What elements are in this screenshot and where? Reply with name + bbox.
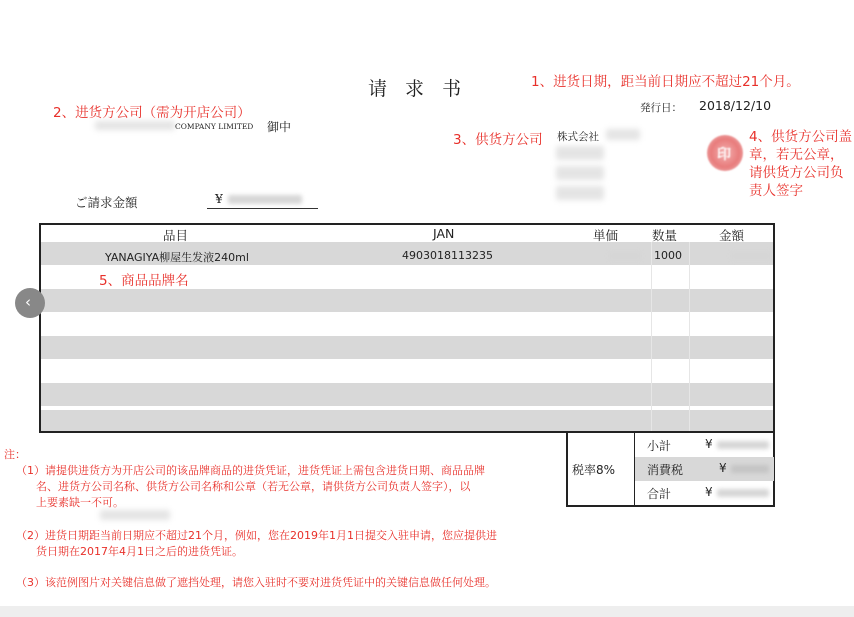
annotation-note-1: 1、进货日期，距当前日期应不超过21个月。: [531, 74, 800, 90]
header-unit-price: 単価: [593, 228, 619, 243]
amount-underline: [207, 208, 318, 209]
redacted-text: [100, 510, 170, 520]
redacted-supplier-address: [556, 146, 604, 160]
redacted-subtotal: [717, 441, 769, 449]
table-row: [41, 336, 773, 359]
subtotal-currency: ¥: [705, 437, 713, 451]
table-row: [41, 383, 773, 406]
billing-amount-currency: ¥: [215, 191, 223, 206]
buyer-company-suffix: COMPANY LIMITED: [175, 122, 254, 131]
header-jan: JAN: [433, 226, 455, 241]
buyer-company-honorific: 御中: [267, 120, 292, 134]
table-row: [41, 410, 773, 433]
notes-title: 注：: [4, 448, 26, 461]
table-row: [41, 289, 773, 312]
note-3-line-1: （3）该范例图片对关键信息做了遮挡处理，请您入驻时不要对进货凭证中的关键信息做任何处理。: [16, 576, 496, 589]
redacted-supplier-name: [606, 129, 640, 140]
document-title: 请 求 书: [368, 78, 468, 100]
row-jan-code: 4903018113235: [402, 249, 493, 262]
column-divider: [689, 242, 690, 433]
annotation-note-3: 3、供货方公司: [453, 132, 543, 148]
header-item: 品目: [163, 228, 189, 243]
row-quantity: 1000: [654, 249, 682, 262]
redacted-supplier-address: [556, 166, 604, 180]
items-table: [39, 223, 775, 433]
note-2-line-2: 货日期在2017年4月1日之后的进货凭证。: [36, 545, 243, 558]
issue-date-value: 2018/12/10: [699, 98, 772, 113]
redacted-line-amount: [731, 252, 771, 260]
annotation-note-5: 5、商品品牌名: [99, 273, 189, 289]
chevron-left-icon[interactable]: ‹: [15, 288, 45, 318]
billing-amount-label: ご請求金額: [75, 195, 138, 210]
tax-currency: ¥: [719, 461, 727, 475]
supplier-company-label: 株式会社: [557, 131, 599, 143]
redacted-unit-price: [609, 252, 641, 260]
tax-rate-label: 税率8%: [572, 463, 616, 477]
note-1-line-2: 名、进货方公司名称、供货方公司名称和公章（若无公章，请供货方公司负责人签字），以: [36, 480, 471, 493]
redacted-total: [717, 489, 769, 497]
redacted-tax: [731, 465, 769, 473]
redacted-billing-amount: [228, 195, 302, 204]
header-amount: 金額: [719, 228, 745, 243]
bottom-bar: [0, 606, 854, 617]
redacted-supplier-address: [556, 186, 604, 200]
tax-label: 消費税: [647, 463, 684, 477]
subtotal-label: 小計: [647, 439, 672, 453]
seal-stamp-icon: 印: [707, 135, 743, 171]
header-quantity: 数量: [652, 228, 678, 243]
subtotal-row: [634, 433, 774, 457]
row-item-name: YANAGIYA柳屋生发液240ml: [105, 251, 249, 264]
total-currency: ¥: [705, 485, 713, 499]
totals-box: [566, 433, 775, 507]
column-divider: [651, 242, 652, 433]
note-1-line-3: 上要素缺一不可。: [36, 496, 124, 509]
note-1-line-1: （1）请提供进货方为开店公司的该品牌商品的进货凭证，进货凭证上需包含进货日期、商品品牌: [16, 464, 485, 477]
annotation-note-2: 2、进货方公司（需为开店公司）: [53, 105, 251, 121]
issue-date-label: 発行日：: [640, 102, 682, 114]
note-2-line-1: （2）进货日期距当前日期应不超过21个月，例如，您在2019年1月1日提交入驻申请，您应提供进: [16, 529, 497, 542]
redacted-buyer-name: [95, 121, 175, 130]
annotation-note-4: 4、供货方公司盖章，若无公章，请供货方公司负责人签字: [749, 129, 853, 199]
total-row: [634, 481, 774, 505]
total-label: 合計: [647, 487, 672, 501]
tax-row: [634, 457, 774, 481]
